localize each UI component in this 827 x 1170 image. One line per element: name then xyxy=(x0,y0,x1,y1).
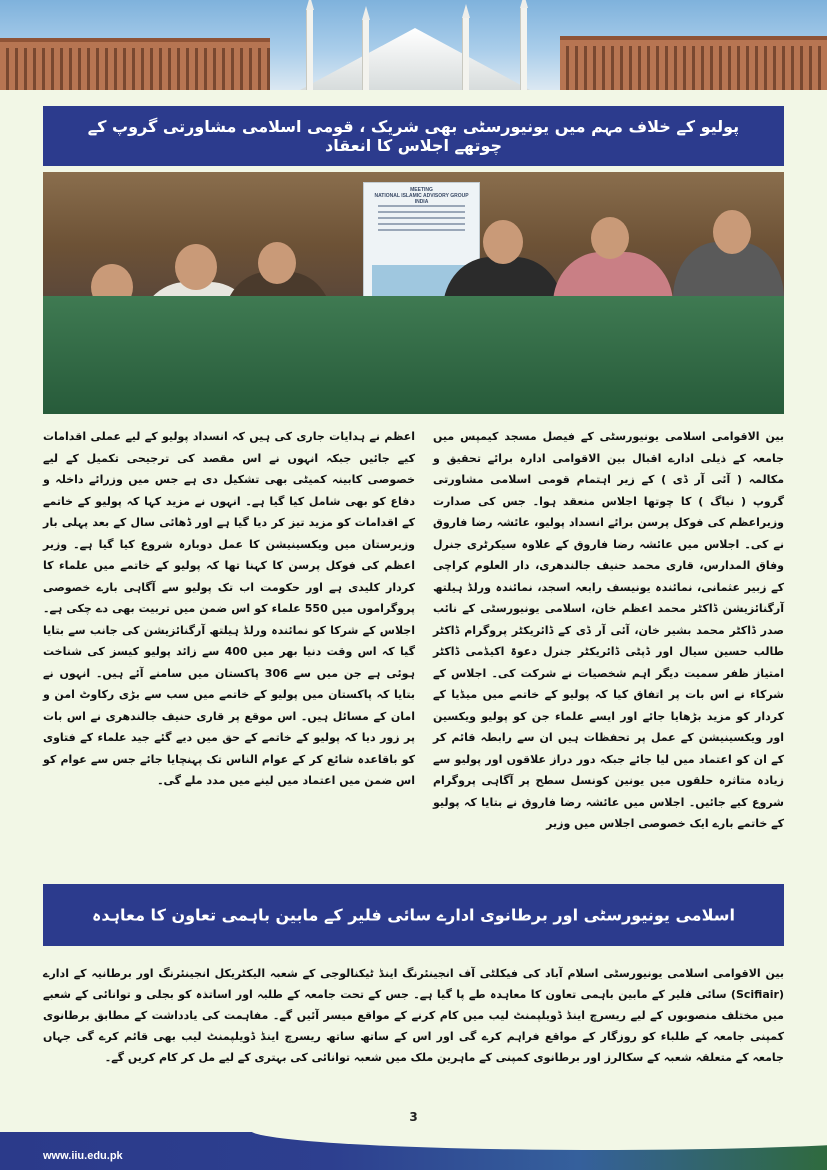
meeting-photo xyxy=(43,172,784,414)
conference-table xyxy=(43,296,784,414)
article2-heading: اسلامی یونیورسٹی اور برطانوی ادارے سائی فلیر کے مابین باہمی تعاون کا معاہدہ xyxy=(92,905,735,925)
article1-right-column xyxy=(433,426,784,835)
article1-right-text: بین الاقوامی اسلامی یونیورسٹی کے فیصل مسجد کیمپس میں جامعہ کے ذیلی ادارے اقبال بین الاقوامی ادارہ برائے تحقیق و مکالمہ ( آئی آر ڈی ) کے زیر اہتمام قومی اسلامی مشاورتی گروپ ( نیاگ ) کا چوتھا اجلاس منعقد ہوا۔ جس کی صدارت وزیراعظم کی فوکل پرسن برائے انسداد پولیو، عائشہ رضا فاروق نے کی۔ اجلاس میں عائشہ رضا فاروق کے علاوہ سیکرٹری جنرل وفاق المدارس، قاری محمد حنیف جالندھری، دار العلوم کراچی کے زبیر عثمانی، نمائندہ یونیسف رابعہ اسجد، نمائندہ ورلڈ ہیلتھ آرگنائزیشن ڈاکٹر محمد اعظم خان، اسلامی یونیورسٹی کے نائب صدر ڈاکٹر محمد بشیر خان، آئی آر ڈی کے ڈائریکٹر پروگرام ڈاکٹر طالب حسین سیال اور ڈپٹی ڈائریکٹر جنرل دعوۃ اکیڈمی ڈاکٹر امتیاز ظفر سمیت دیگر اہم شخصیات نے شرکت کی۔ اجلاس کے شرکاء نے اس بات پر اتفاق کیا کہ پولیو کے خاتمے میں میڈیا کے کردار کو مزید بڑھایا جائے اور ایسے علماء جن کو پولیو ویکسین اور ویکسینیشن کے عمل پر تحفظات ہیں ان سے رابطہ قائم کر کے ان کو اعتماد میں لیا جائے جبکہ دور دراز علاقوں اور پولیو سے زیادہ متاثرہ حلقوں میں یونین کونسل سطح پر آگاہی پروگرام شروع کیے جائیں۔ اجلاس میں عائشہ رضا فاروق نے بتایا کہ پولیو کے خاتمے بارے ایک خصوصی اجلاس میں وزیر xyxy=(433,430,784,830)
minaret-2 xyxy=(362,20,369,90)
minaret-3 xyxy=(462,18,469,90)
header-banner xyxy=(0,0,827,90)
poster-line-2: NATIONAL ISLAMIC ADVISORY GROUP xyxy=(374,193,469,199)
poster-line-3: INDIA xyxy=(414,199,429,205)
footer-website-link[interactable]: www.iiu.edu.pk xyxy=(43,1150,123,1162)
participant-5-head xyxy=(591,217,629,259)
article2-body xyxy=(43,963,784,1068)
minaret-1 xyxy=(306,10,313,90)
participant-2-head xyxy=(175,244,217,290)
footer-bar xyxy=(0,1132,827,1170)
article1-left-column xyxy=(43,426,415,792)
poster-text-lines xyxy=(378,205,465,231)
university-building-right xyxy=(560,36,827,90)
participant-3-head xyxy=(258,242,296,284)
article2-text: بین الاقوامی اسلامی یونیورسٹی اسلام آباد کی فیکلٹی آف انجینئرنگ اینڈ ٹیکنالوجی کے شعبہ الیکٹریکل انجینئرنگ اور برطانیہ کے ادارے (Scifiair) سائی فلیر کے مابین باہمی تعاون کا معاہدہ طے پا گیا ہے۔ جس کے تحت جامعہ کے طلبہ اور اساتذہ کو بجلی و توانائی کے شعبے میں مختلف منصوبوں کے لیے ریسرچ اینڈ ڈویلپمنٹ لیب میں کام کرنے کے مواقع میسر آئیں گے۔ مفاہمت کی یادداشت کے مطابق برطانوی کمپنی جامعہ کے طلباء کو روزگار کے مواقع فراہم کرے گی اور اس کے ساتھ ساتھ ریسرچ اینڈ ڈویلپمنٹ لیب بھی قائم کرے گی جہاں جامعہ کے متعلقہ شعبہ کے سکالرز اور برطانوی کمپنی کے ماہرین ملک میں شعبہ توانائی کی بہتری کے لیے مل کر کام کریں گے۔ xyxy=(43,967,784,1064)
article2-heading-bar xyxy=(43,884,784,946)
footer-light-swoosh xyxy=(250,1132,827,1150)
participant-6-head xyxy=(713,210,751,254)
participant-4-head xyxy=(483,220,523,264)
university-building-left xyxy=(0,38,270,90)
article1-left-text: اعظم نے ہدایات جاری کی ہیں کہ انسداد پولیو کے لیے عملی اقدامات کیے جائیں جبکہ انہوں نے اس مقصد کی ترجیحی تکمیل کے لیے خصوصی کابینہ کمیٹی بھی تشکیل دی ہے جس میں وزرائے داخلہ و دفاع کو بھی شامل کیا گیا ہے۔ انہوں نے مزید کہا کہ پولیو کے خاتمے کے اقدامات کو مزید تیز کر دیا گیا ہے اور ڈھائی سال کے بعد پہلی بار وزیرستان میں ویکسینیشن کا عمل دوبارہ شروع کیا گیا ہے۔ وزیر اعظم کی فوکل پرسن کا کہنا تھا کہ پولیو کے خاتمے میں علماء کا کردار کلیدی ہے اور حکومت اب تک پولیو سے آگاہی بارے خصوصی پروگراموں میں 550 علماء کو اس ضمن میں تربیت بھی دے چکی ہے۔ اجلاس کے شرکا کو نمائندہ ورلڈ ہیلتھ آرگنائزیشن کی جانب سے بتایا گیا کہ اس وقت دنیا بھر میں 400 سے زائد پولیو کیسز کی شناخت ہوئی ہے جن میں سے 306 پاکستان میں سامنے آئے ہیں۔ انہوں نے بتایا کہ پاکستان میں پولیو کے خاتمے میں سب سے بڑی رکاوٹ امن و امان کے مسائل ہیں۔ اس موقع پر قاری حنیف جالندھری نے اس بات پر زور دیا کہ پولیو کے خاتمے کے حق میں دیے گئے جید علماء کے فتاوی کو باقاعدہ شائع کر کے عوام الناس تک پہنچایا جائے جس سے عوام کو اس ضمن میں اعتماد میں لینے میں مدد ملے گی۔ xyxy=(43,430,415,787)
faisal-mosque-roof xyxy=(300,28,530,90)
article1-heading-bar xyxy=(43,106,784,166)
page-number: 3 xyxy=(409,1110,418,1124)
minaret-4 xyxy=(520,8,527,90)
poster-line-1: MEETING xyxy=(410,187,433,193)
article1-heading: پولیو کے خلاف مہم میں یونیورسٹی بھی شریک ، قومی اسلامی مشاورتی گروپ کے چوتھے اجلاس کا انعقاد xyxy=(87,116,740,155)
